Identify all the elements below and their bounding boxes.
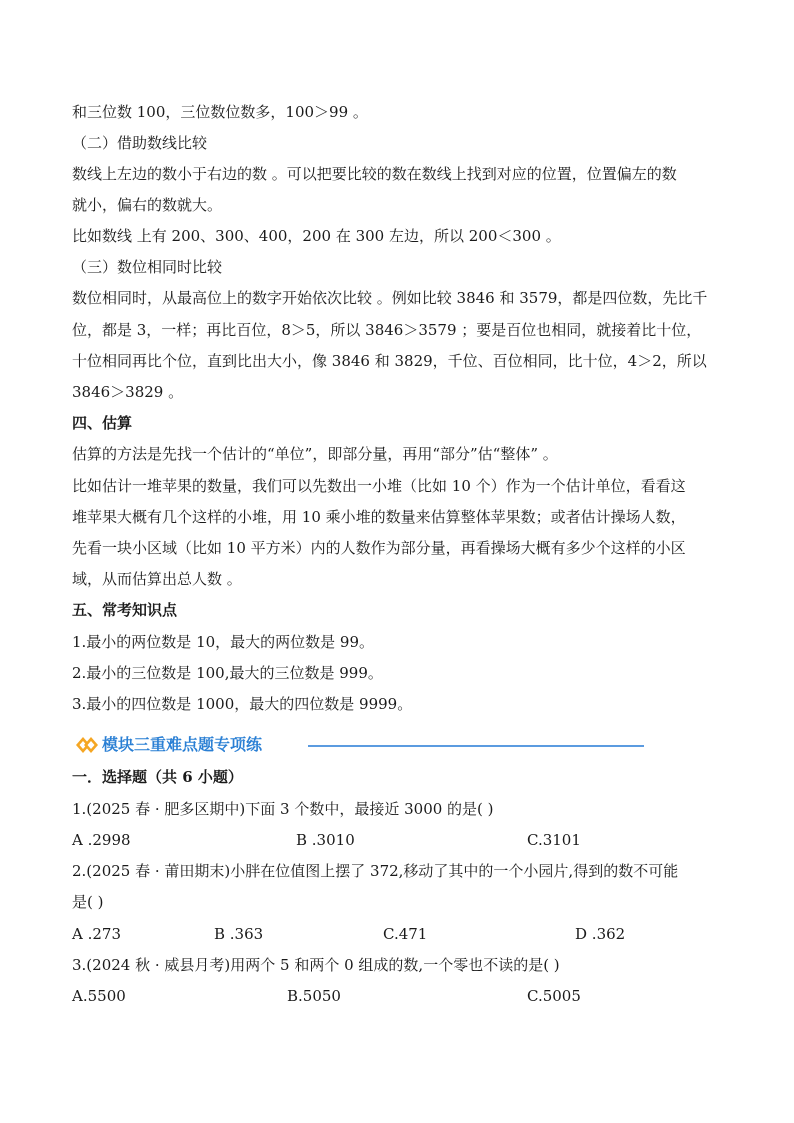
question-3-option-a: A.5500 <box>72 987 126 1005</box>
question-1-option-b: B .3010 <box>296 831 355 849</box>
list-item: 3.最小的四位数是 1000，最大的四位数是 9999。 <box>72 695 413 713</box>
module-title: 模块三重难点题专项练 <box>102 735 263 754</box>
double-diamond-icon <box>76 737 98 753</box>
question-3-option-b: B.5050 <box>287 987 341 1005</box>
text-line: 3846＞3829 。 <box>72 383 184 401</box>
question-2-option-c: C.471 <box>383 925 428 943</box>
text-line: 就小，偏右的数就大。 <box>72 196 223 214</box>
section-heading-choice: 一．选择题（共 6 小题） <box>72 768 243 786</box>
section-heading-key-points: 五、常考知识点 <box>72 601 178 619</box>
question-3-option-c: C.5005 <box>527 987 581 1005</box>
question-2-option-b: B .363 <box>214 925 264 943</box>
text-line: 和三位数 100，三位数位数多，100＞99 。 <box>72 103 368 121</box>
text-line: 数位相同时，从最高位上的数字开始依次比较 。例如比较 3846 和 3579，都是四位数，先比千 <box>72 289 708 307</box>
section-heading-estimation: 四、估算 <box>72 414 133 432</box>
question-1-stem: 1.(2025 春 · 肥多区期中)下面 3 个数中，最接近 3000 的是( ) <box>72 800 494 818</box>
text-line: 堆苹果大概有几个这样的小堆，用 10 乘小堆的数量来估算整体苹果数；或者估计操场人数， <box>72 508 686 526</box>
question-1-option-a: A .2998 <box>72 831 131 849</box>
text-line: 先看一块小区域（比如 10 平方米）内的人数作为部分量，再看操场大概有多少个这样的小区 <box>72 539 686 557</box>
module-header <box>76 733 576 757</box>
text-line: 十位相同再比个位，直到比出大小，像 3846 和 3829，千位、百位相同，比十位，4＞2，所以 <box>72 352 707 370</box>
subheading-number-line: （二）借助数线比较 <box>72 134 208 152</box>
text-line: 比如估计一堆苹果的数量，我们可以先数出一小堆（比如 10 个）作为一个估计单位，看看这 <box>72 477 686 495</box>
question-2-option-d: D .362 <box>575 925 626 943</box>
question-3-stem: 3.(2024 秋 · 威县月考)用两个 5 和两个 0 组成的数,一个零也不读的是( ) <box>72 956 560 974</box>
subheading-same-digits: （三）数位相同时比较 <box>72 258 223 276</box>
text-line: 域，从而估算出总人数 。 <box>72 570 242 588</box>
text-line: 位，都是 3，一样；再比百位，8＞5，所以 3846＞3579 ；要是百位也相同，就接着比十位， <box>72 321 702 339</box>
question-1-option-c: C.3101 <box>527 831 581 849</box>
question-2-stem: 2.(2025 春 · 莆田期末)小胖在位值图上摆了 372,移动了其中的一个小园片,得到的数不可能 <box>72 862 679 880</box>
text-line: 估算的方法是先找一个估计的“单位”，即部分量，再用“部分”估“整体” 。 <box>72 445 558 463</box>
list-item: 1.最小的两位数是 10，最大的两位数是 99。 <box>72 633 375 651</box>
list-item: 2.最小的三位数是 100,最大的三位数是 999。 <box>72 664 383 682</box>
question-2-stem-cont: 是( ) <box>72 893 104 911</box>
text-line: 数线上左边的数小于右边的数 。可以把要比较的数在数线上找到对应的位置，位置偏左的数 <box>72 165 677 183</box>
divider <box>308 745 644 747</box>
text-line: 比如数线 上有 200、300、400，200 在 300 左边，所以 200＜300 。 <box>72 227 561 245</box>
question-2-option-a: A .273 <box>72 925 121 943</box>
